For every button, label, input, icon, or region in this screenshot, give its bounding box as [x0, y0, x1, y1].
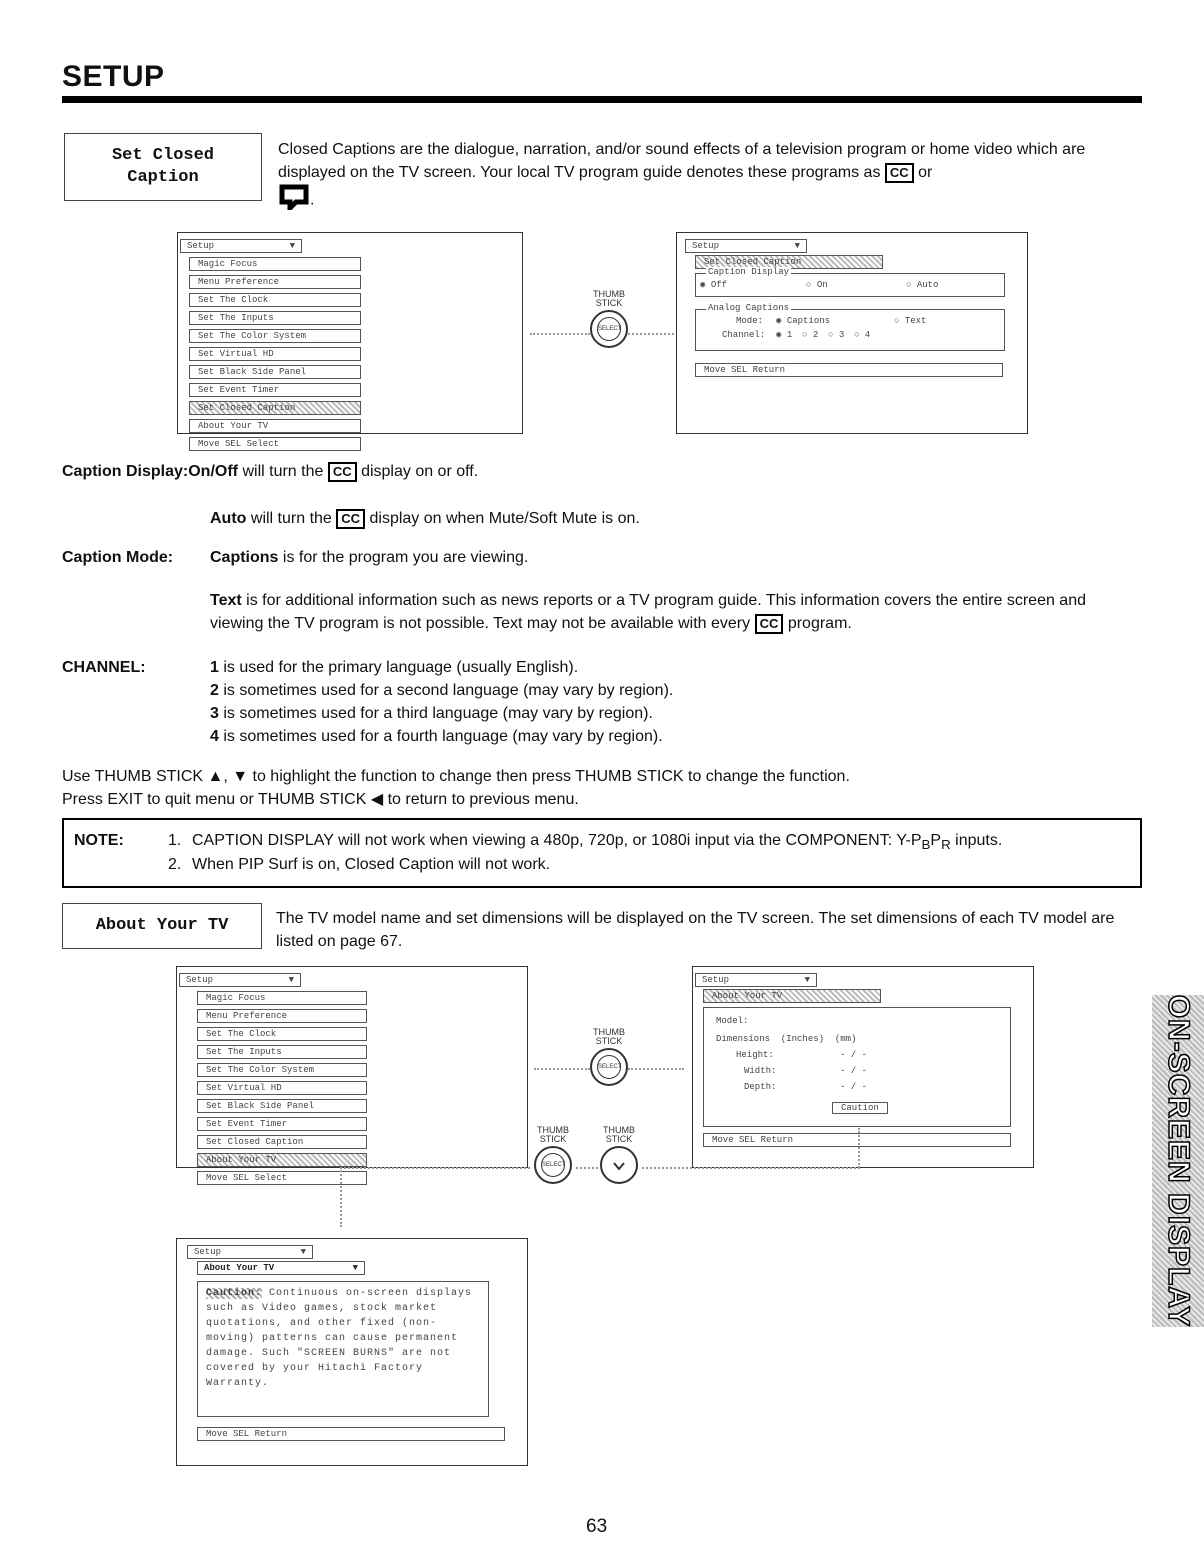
caption-mode-label: Caption Mode:: [62, 549, 174, 566]
channel-label: CHANNEL:: [62, 659, 146, 676]
arrow-dots: [628, 1068, 684, 1070]
note-label: NOTE:: [74, 832, 124, 849]
caption-bubble-icon: [278, 184, 310, 217]
menu-hint: Move SEL Return: [703, 1133, 1011, 1147]
cc-icon: CC: [336, 509, 365, 529]
caution-button[interactable]: Caution: [832, 1102, 888, 1114]
menu-item-set-black-side-panel[interactable]: Set Black Side Panel: [197, 1099, 367, 1113]
captions-desc: Captions is for the program you are viewing.: [210, 549, 529, 566]
arrow-dots: [340, 1167, 342, 1227]
chevron-down-icon: ▼: [300, 1247, 306, 1257]
setup-menu-screen-1: [177, 232, 523, 449]
thumb-stick-down-icon: [600, 1146, 638, 1184]
menu-item-set-closed-caption[interactable]: Set Closed Caption: [189, 401, 361, 415]
chevron-down-icon: ▼: [288, 975, 294, 985]
selected-about-your-tv[interactable]: About Your TV: [703, 989, 881, 1003]
arrow-dots: [530, 333, 590, 335]
about-your-tv-label-box: [62, 903, 262, 949]
menu-hint: Move SEL Select: [189, 437, 361, 451]
channel-item: 2 is sometimes used for a second language (may vary by region).: [210, 682, 674, 699]
radio-on[interactable]: ○ On: [806, 280, 828, 290]
arrow-dots: [628, 333, 674, 335]
cc-icon: CC: [755, 614, 784, 634]
thumb-stick-1: THUMB STICK SELECT: [586, 290, 632, 348]
menu-hint: Move SEL Select: [197, 1171, 367, 1185]
thumb-stick-icon: SELECT: [534, 1146, 572, 1184]
menu-item-set-the-inputs[interactable]: Set The Inputs: [189, 311, 361, 325]
arrow-dots: [642, 1167, 860, 1169]
thumb-stick-4: THUMB STICK: [596, 1126, 642, 1184]
arrow-dots: [576, 1167, 598, 1169]
closed-caption-screen: [676, 232, 1028, 434]
channel-item: 1 is used for the primary language (usually English).: [210, 659, 579, 676]
thumb-stick-icon: SELECT: [590, 310, 628, 348]
radio-channel-4[interactable]: ○ 4: [854, 330, 871, 340]
menu-item-magic-focus[interactable]: Magic Focus: [189, 257, 361, 271]
radio-channel-1[interactable]: ◉ 1: [776, 330, 793, 340]
menu-item-set-the-inputs[interactable]: Set The Inputs: [197, 1045, 367, 1059]
closed-caption-intro: Closed Captions are the dialogue, narration, and/or sound effects of a television program or home video which are displayed on the TV screen. Your local TV program guide denotes these programs as CC or .: [278, 138, 1142, 217]
radio-channel-2[interactable]: ○ 2: [802, 330, 819, 340]
note-1: CAPTION DISPLAY will not work when viewing a 480p, 720p, or 1080i input via the COMPONENT: $Y-P_BP_R$ inputs.: [192, 832, 1003, 853]
menu-item-set-the-clock[interactable]: Set The Clock: [197, 1027, 367, 1041]
side-tab: [1152, 995, 1204, 1327]
menu-header: Setup ▼: [695, 973, 817, 987]
caution-panel: Caution: Continuous on-screen displays such as Video games, stock market quotations, and other fixed (non-moving) patterns can cause permanent damage. Such "SCREEN BURNS" are not covered by your Hitachi Factory Warranty.: [197, 1281, 489, 1417]
set-closed-caption-label-box: [64, 133, 262, 201]
menu-item-menu-preference[interactable]: Menu Preference: [189, 275, 361, 289]
menu-header: Setup ▼: [187, 1245, 313, 1259]
chevron-down-icon: ▼: [352, 1263, 358, 1273]
about-your-tv-label: About Your TV: [95, 916, 229, 935]
menu-item-set-closed-caption[interactable]: Set Closed Caption: [197, 1135, 367, 1149]
menu-item-about-your-tv[interactable]: About Your TV: [197, 1153, 367, 1167]
thumb-stick-icon: SELECT: [590, 1048, 628, 1086]
selected-set-closed-caption[interactable]: Set Closed Caption: [695, 255, 883, 269]
thumb-stick-2: THUMB STICK SELECT: [586, 1028, 632, 1086]
usage-text: Use THUMB STICK ▲, ▼ to highlight the function to change then press THUMB STICK to change the function. Press EXIT to quit menu or THUMB STICK ◀ to return to previous menu.: [62, 768, 850, 808]
menu-item-menu-preference[interactable]: Menu Preference: [197, 1009, 367, 1023]
caption-display-desc: Caption Display:On/Off will turn the CC display on or off.: [62, 463, 479, 480]
channel-item: 4 is sometimes used for a fourth language (may vary by region).: [210, 728, 663, 745]
radio-auto[interactable]: ○ Auto: [906, 280, 939, 290]
menu-header: Setup ▼: [179, 973, 301, 987]
radio-channel-3[interactable]: ○ 3: [828, 330, 845, 340]
caution-screen: [176, 1238, 528, 1466]
menu-item-magic-focus[interactable]: Magic Focus: [197, 991, 367, 1005]
set-closed-caption-label: Set Closed Caption: [111, 146, 215, 187]
about-your-tv-text: The TV model name and set dimensions will be displayed on the TV screen. The set dimensions of each TV model are listed on page 67.: [276, 910, 1115, 950]
chevron-down-icon: ▼: [289, 241, 295, 251]
menu-item-set-virtual-hd[interactable]: Set Virtual HD: [197, 1081, 367, 1095]
menu-item-set-the-clock[interactable]: Set The Clock: [189, 293, 361, 307]
note-box: NOTE: 1. CAPTION DISPLAY will not work when viewing a 480p, 720p, or 1080i input via the COMPONENT: $Y-P_BP_R$ inputs. 2. When PIP Surf is on, Closed Caption will not work.: [62, 818, 1142, 888]
caption-display-group: Caption Display ◉ Off ○ On ○ Auto: [695, 273, 1005, 297]
chevron-down-icon: ▼: [804, 975, 810, 985]
title-rule: [62, 96, 1142, 103]
menu-item-set-event-timer[interactable]: Set Event Timer: [189, 383, 361, 397]
about-your-tv-screen: [692, 966, 1034, 1168]
menu-item-set-black-side-panel[interactable]: Set Black Side Panel: [189, 365, 361, 379]
menu-hint: Move SEL Return: [695, 363, 1003, 377]
about-info-panel: Model: Dimensions (Inches) (mm) Height: - / - Width: - / - Depth: - / - Caution: [703, 1007, 1011, 1127]
analog-captions-group: Analog Captions Mode: ◉ Captions ○ Text Channel: ◉ 1 ○ 2 ○ 3 ○ 4: [695, 309, 1005, 351]
menu-hint: Move SEL Return: [197, 1427, 505, 1441]
menu-header: Setup ▼: [180, 239, 302, 253]
selected-about-your-tv: About Your TV ▼: [197, 1261, 365, 1275]
arrow-dots: [858, 1128, 860, 1168]
note-2: When PIP Surf is on, Closed Caption will not work.: [192, 856, 551, 873]
radio-off[interactable]: ◉ Off: [700, 280, 728, 290]
menu-item-set-the-color-system[interactable]: Set The Color System: [189, 329, 361, 343]
thumb-stick-3: THUMB STICK SELECT: [530, 1126, 576, 1184]
menu-header: Setup ▼: [685, 239, 807, 253]
channel-list: [210, 656, 673, 748]
channel-item: 3 is sometimes used for a third language (may vary by region).: [210, 705, 653, 722]
auto-desc: Auto will turn the CC display on when Mute/Soft Mute is on.: [210, 510, 640, 527]
radio-captions[interactable]: ◉ Captions: [776, 316, 831, 326]
cc-icon: CC: [885, 163, 914, 183]
radio-text[interactable]: ○ Text: [894, 316, 927, 326]
menu-item-set-virtual-hd[interactable]: Set Virtual HD: [189, 347, 361, 361]
cc-icon: CC: [328, 462, 357, 482]
chevron-down-icon: ▼: [794, 241, 800, 251]
arrow-dots: [340, 1167, 530, 1169]
side-tab-label: ON-SCREEN DISPLAY: [1162, 994, 1195, 1328]
page-title: SETUP: [62, 60, 165, 93]
arrow-dots: [534, 1068, 590, 1070]
menu-item-set-event-timer[interactable]: Set Event Timer: [197, 1117, 367, 1131]
menu-item-set-the-color-system[interactable]: Set The Color System: [197, 1063, 367, 1077]
setup-menu-screen-2: [176, 966, 528, 1183]
page-number: 63: [586, 1516, 608, 1537]
menu-item-about-your-tv[interactable]: About Your TV: [189, 419, 361, 433]
text-desc: Text is for additional information such as news reports or a TV program guide. This information covers the entire screen and viewing the TV program is not possible. Text may not be available with every CC program.: [210, 592, 1086, 632]
